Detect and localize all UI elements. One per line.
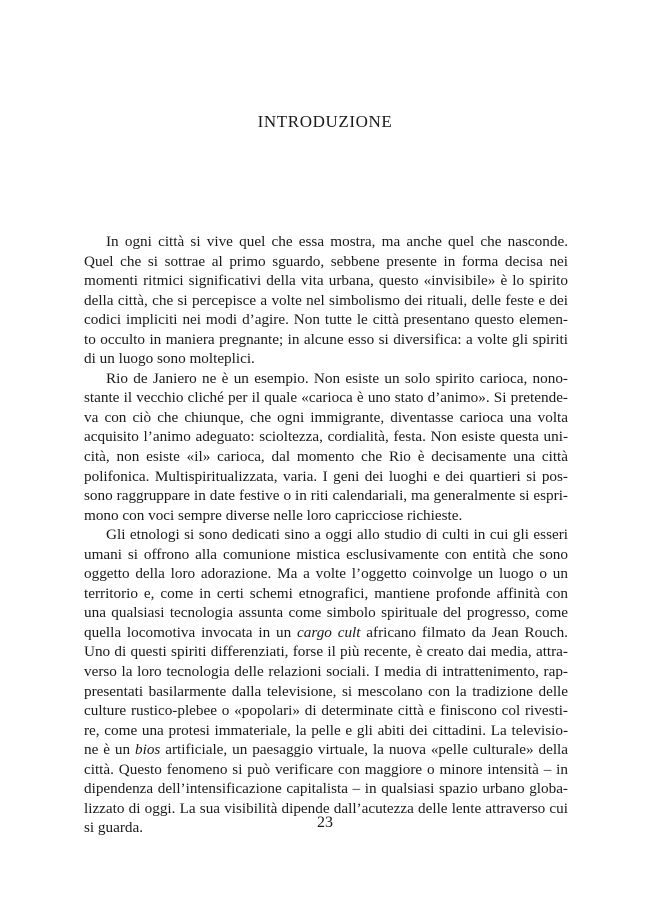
paragraph <box>84 232 568 369</box>
text-line: Gli etnologi si sono dedicati sino a oggi allo studio di culti in cui gli esseri <box>106 526 568 544</box>
text-line: momenti ritmici significativi della vita urbana, questo «invisibile» è lo spirito <box>84 272 568 290</box>
text-run: artificiale, un paesaggio virtuale, la nuova «pelle culturale» della <box>160 741 568 759</box>
text-line: stante il vecchio cliché per il quale «carioca è uno stato d’animo». Si pretende- <box>84 389 568 407</box>
text-line: città. Questo fenomeno si può verificare con maggiore o minore intensità – in <box>84 760 568 778</box>
text-line: umani si offrono alla comunione mistica esclusivamente con entità che sono <box>84 545 568 563</box>
text-run: quella locomotiva invocata in un <box>84 623 298 641</box>
text-line: cità, non esiste «il» carioca, dal momento che Rio è decisamente una città <box>84 448 568 466</box>
text-line: Uno di questi spiriti differenziati, forse il più recente, è creato dai media, attra- <box>84 643 568 661</box>
text-line: Quel che si sottrae al primo sguardo, sebbene presente in forma decisa nei <box>84 252 568 270</box>
text-line: si guarda. <box>84 819 144 837</box>
italic-term: bios <box>135 741 161 759</box>
text-line: In ogni città si vive quel che essa mostra, ma anche quel che nasconde. <box>106 233 568 250</box>
text-line: sono raggruppare in date festive o in riti calendariali, ma generalmente si espri- <box>84 487 568 505</box>
text-line: mono con voci sempre diverse nelle loro capricciose richieste. <box>84 506 463 524</box>
paragraph <box>84 525 568 838</box>
text-line: Rio de Janiero ne è un esempio. Non esiste un solo spirito carioca, nono- <box>106 369 568 387</box>
text-line: culture rustico-plebee o «popolari» di determinate città e finiscono col rivesti- <box>84 702 568 720</box>
text-line: una qualsiasi tecnologia assunta come simbolo spirituale del progresso, come <box>84 604 568 622</box>
text-line: oggetto della loro adorazione. Ma a volte l’oggetto coinvolge un luogo o un <box>84 565 568 583</box>
text-line: acquisito l’animo adeguato: scioltezza, cordialità, festa. Non esiste questa uni- <box>84 428 568 446</box>
paragraph <box>84 369 568 525</box>
text-line: lizzato di oggi. La sua visibilità dipende dall’acutezza delle lente attraverso cui <box>84 799 568 817</box>
italic-term: cargo cult <box>297 623 361 641</box>
text-run: ne è un <box>84 741 135 759</box>
body-text <box>84 232 568 838</box>
text-line: to occulto in maniera pregnante; in alcune esso si diversifica: a volte gli spiriti <box>84 330 568 348</box>
chapter-heading: INTRODUZIONE <box>257 112 393 131</box>
text-line: della città, che si percepisce a volte nel simbolismo dei rituali, delle feste e dei <box>84 291 568 309</box>
text-line <box>84 623 568 643</box>
text-line: presentati basilarmente dalla televisione, si mescolano con la tradizione delle <box>84 682 568 700</box>
text-line: polifonica. Multispiritualizzata, varia. I geni dei luoghi e dei quartieri si pos- <box>84 467 568 485</box>
text-line: dipendenza dell’intensificazione capitalista – in qualsiasi spazio urbano globa- <box>84 780 568 798</box>
text-line: codici impliciti nei modi d’agire. Non tutte le città presentano questo elemen- <box>84 311 568 329</box>
text-line: re, come una protesi immateriale, la pelle e gli abiti dei cittadini. La televisio- <box>84 721 568 739</box>
text-line <box>84 740 568 760</box>
text-line: territorio e, come in certi schemi etnografici, mantiene profonde affinità con <box>84 584 568 602</box>
text-line: verso la loro tecnologia delle relazioni sociali. I media di intrattenimento, rap- <box>84 663 568 681</box>
page-number: 23 <box>317 814 333 831</box>
text-run: africano filmato da Jean Rouch. <box>360 623 568 641</box>
text-line: va con ciò che chiunque, che ogni immigrante, diventasse carioca una volta <box>84 408 568 426</box>
text-line: di un luogo sono molteplici. <box>84 350 255 368</box>
